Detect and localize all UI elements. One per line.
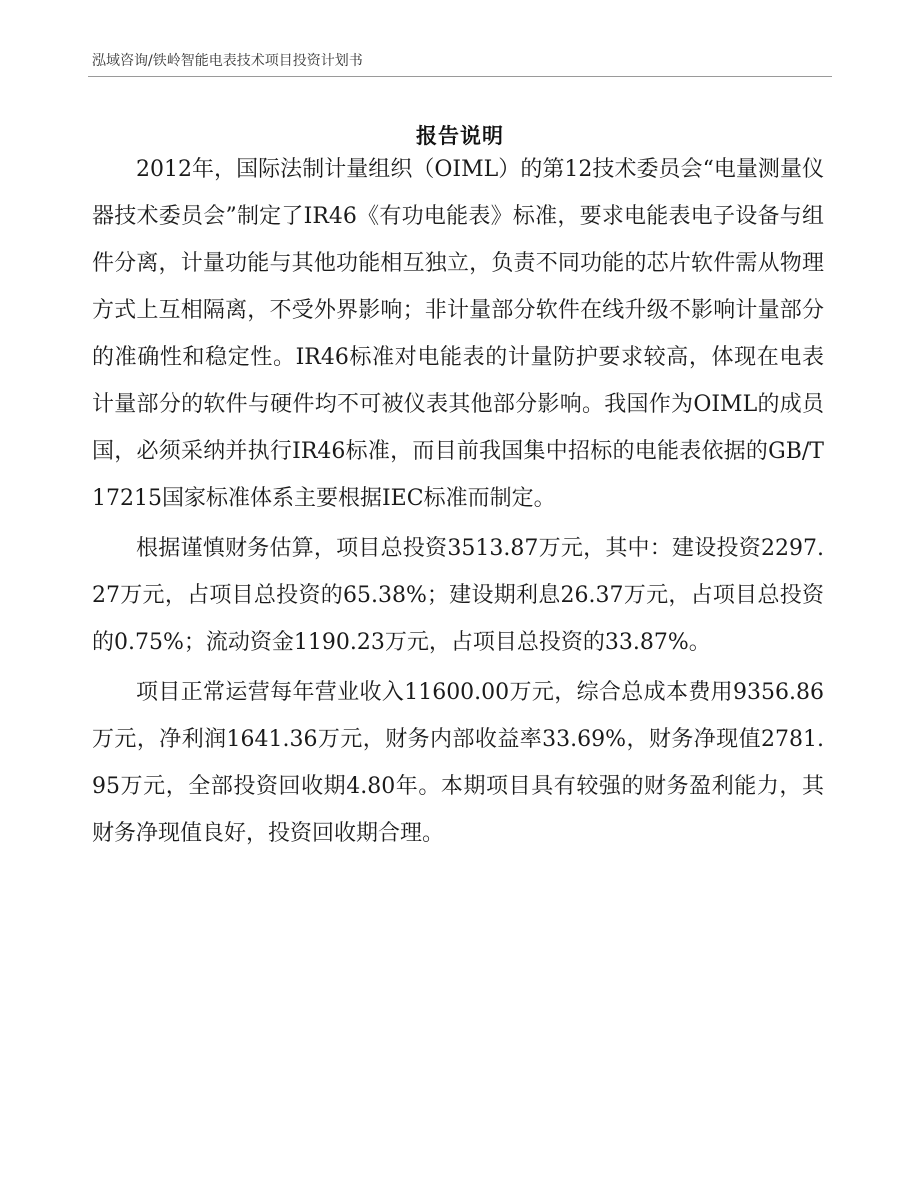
document-body xyxy=(92,146,824,860)
page-title: 报告说明 xyxy=(416,124,504,148)
running-header: 泓域咨询/铁岭智能电表技术项目投资计划书 xyxy=(92,53,363,69)
paragraph-oiml-standard: 2012年，国际法制计量组织（OIML）的第12技术委员会“电量测量仪器技术委员会”制定了IR46《有功电能表》标准，要求电能表电子设备与组件分离，计量功能与其他功能相互独立，负责不同功能的芯片软件需从物理方式上互相隔离，不受外界影响；非计量部分软件在线升级不影响计量部分的准确性和稳定性。IR46标准对电能表的计量防护要求较高，体现在电表计量部分的软件与硬件均不可被仪表其他部分影响。我国作为OIML的成员国，必须采纳并执行IR46标准，而目前我国集中招标的电能表依据的GB/T17215国家标准体系主要根据IEC标准而制定。 xyxy=(92,157,824,511)
header-divider xyxy=(88,76,832,77)
paragraph-investment-estimate: 根据谨慎财务估算，项目总投资3513.87万元，其中：建设投资2297.27万元，占项目总投资的65.38%；建设期利息26.37万元，占项目总投资的0.75%；流动资金1190.23万元，占项目总投资的33.87%。 xyxy=(92,536,824,655)
paragraph-financial-returns: 项目正常运营每年营业收入11600.00万元，综合总成本费用9356.86万元，净利润1641.36万元，财务内部收益率33.69%，财务净现值2781.95万元，全部投资回收期4.80年。本期项目具有较强的财务盈利能力，其财务净现值良好，投资回收期合理。 xyxy=(92,680,824,846)
